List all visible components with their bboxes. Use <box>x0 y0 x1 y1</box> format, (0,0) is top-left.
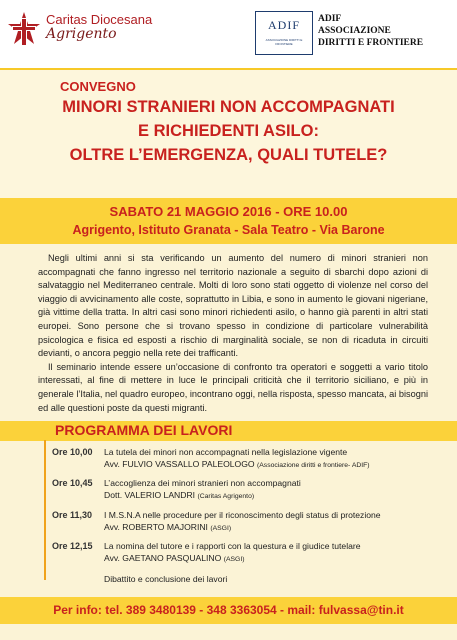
item-affiliation: (ASGI) <box>210 525 232 532</box>
item-speaker-line <box>104 458 449 472</box>
adif-logo-mark: ADIF <box>267 18 300 32</box>
item-time: Ore 10,00 <box>52 447 93 457</box>
item-speaker: Dott. VALERIO LANDRI <box>104 490 196 500</box>
item-content <box>104 573 449 585</box>
item-content <box>104 540 449 566</box>
adif-name <box>318 13 423 49</box>
item-content <box>104 477 449 503</box>
item-speaker: Avv. FULVIO VASSALLO PALEOLOGO <box>104 459 255 469</box>
item-topic: La tutela dei minori non accompagnati nella legislazione vigente <box>104 447 348 457</box>
item-speaker-line <box>104 521 449 535</box>
intro-paragraph-1: Negli ultimi anni si sta verificando un aumento del numero di minori stranieri non accompagnati che fanno ingresso nel territorio nazionale a seguito di sbarchi dopo azioni di salvataggio nel Mediterraneo centrale. Molti di loro sono stati oggetto di violenze nel corso del viaggio di avvicinamento alle coste, soprattutto in Libia, e sono in aumento le giovani nigeriane, già vittime della tratta. In altri casi sono minori richiedenti asilo, o hanno già parenti in altri stati europei. Sono persone che si trovano spesso in condizione di particolare vulnerabilità psicologica e fisica ed esposti a rischio di marginalità sociale, se non di ricaduta in circuiti devianti, o ancora peggio nella rete dei trafficanti. <box>38 253 428 359</box>
adif-logo <box>255 11 313 55</box>
item-affiliation: (Caritas Agrigento) <box>197 493 255 500</box>
item-speaker-line <box>104 552 449 566</box>
item-topic: I M.S.N.A nelle procedure per il riconoscimento degli status di protezione <box>104 510 381 520</box>
title-line3: OLTRE L’EMERGENZA, QUALI TUTELE? <box>69 146 388 164</box>
item-topic: L’accoglienza dei minori stranieri non accompagnati <box>104 478 301 488</box>
adif-line1: ADIF <box>318 14 342 24</box>
programma-heading: PROGRAMMA DEI LAVORI <box>55 422 233 438</box>
item-content <box>104 509 449 535</box>
item-speaker: Avv. GAETANO PASQUALINO <box>104 553 222 563</box>
adif-logo-subtext: ASSOCIAZIONE DIRITTI E FRONTIERE <box>265 38 303 46</box>
title-line2: E RICHIEDENTI ASILO: <box>138 122 319 140</box>
caritas-name <box>46 13 152 41</box>
item-time: Ore 10,45 <box>52 478 93 488</box>
item-affiliation: (ASGI) <box>223 556 245 563</box>
event-date: SABATO 21 MAGGIO 2016 - ORE 10.00 <box>109 204 348 219</box>
item-time: Ore 11,30 <box>52 510 93 520</box>
footer-contact-info: Per info: tel. 389 3480139 - 348 3363054 - mail: fulvassa@tin.it <box>53 603 404 617</box>
item-time: Ore 12,15 <box>52 541 93 551</box>
adif-line3: DIRITTI E FRONTIERE <box>318 38 424 48</box>
programma-divider <box>44 440 46 580</box>
caritas-line1: Caritas Diocesana <box>46 12 153 27</box>
header <box>0 0 457 68</box>
item-affiliation: (Associazione diritti e frontiere- ADIF) <box>257 462 370 469</box>
caritas-cross-logo-icon <box>6 10 42 50</box>
item-speaker: Avv. ROBERTO MAJORINI <box>104 522 208 532</box>
item-content <box>104 446 449 472</box>
caritas-line2: Agrigento <box>46 26 117 42</box>
intro-paragraph-2: Il seminario intende essere un’occasione di confronto tra operatori e soggetti a vario titolo interessati, al fine di mettere in luce le principali criticità che il territorio siciliano, e più in generale l’Italia, nel quadro europeo, incontrano oggi, nella risposta, spesso mancata, ai bisogni ed alle questioni poste da questi migranti. <box>38 361 428 413</box>
intro-text <box>38 252 428 415</box>
title-line1: MINORI STRANIERI NON ACCOMPAGNATI <box>62 98 395 116</box>
item-topic: La nomina del tutore e i rapporti con la questura e il giudice tutelare <box>104 541 361 551</box>
adif-line2: ASSOCIAZIONE <box>318 26 391 36</box>
item-topic: Dibattito e conclusione dei lavori <box>104 574 228 584</box>
event-place: Agrigento, Istituto Granata - Sala Teatro - Via Barone <box>72 223 385 237</box>
item-speaker-line <box>104 489 449 503</box>
convegno-kicker: CONVEGNO <box>60 79 136 94</box>
